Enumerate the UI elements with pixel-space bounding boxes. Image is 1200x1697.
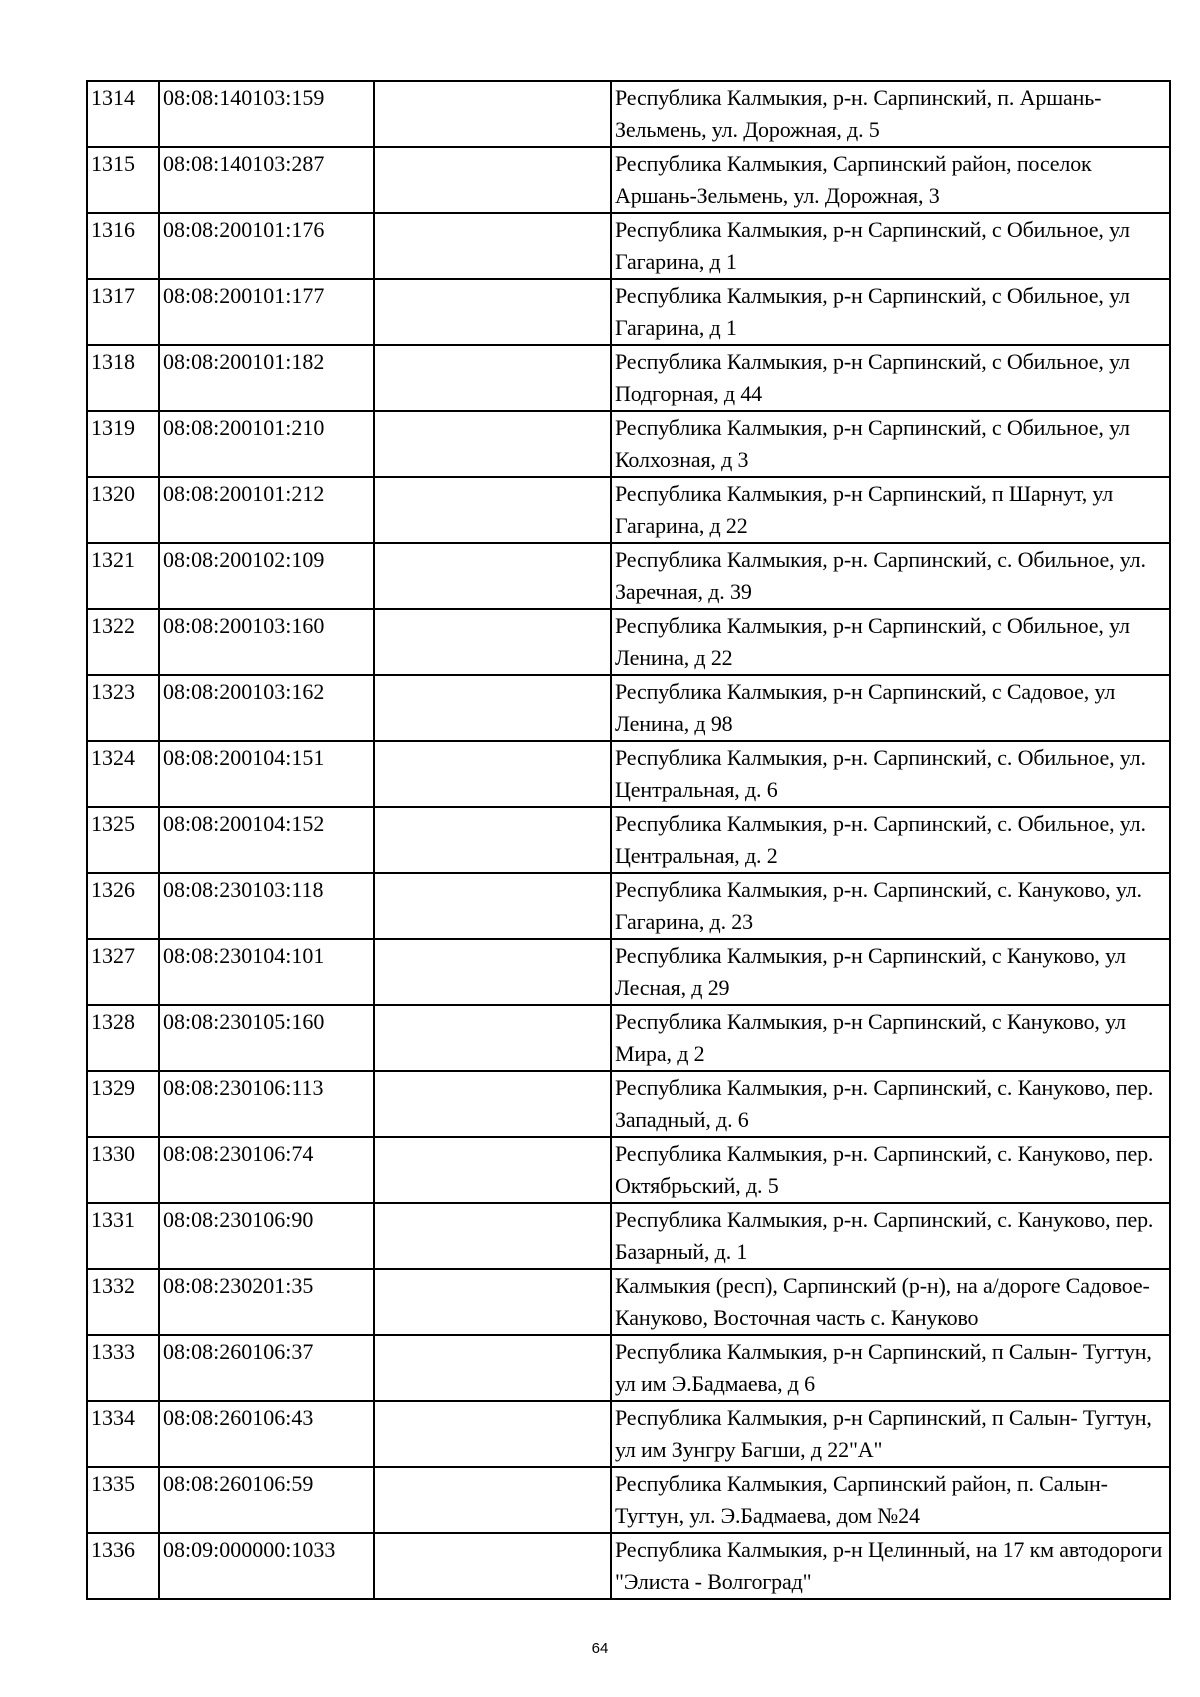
- address-cell: Республика Калмыкия, р-н Сарпинский, с Кануково, ул Лесная, д 29: [611, 939, 1170, 1005]
- table-row: [87, 1269, 1170, 1335]
- empty-cell: [374, 345, 611, 411]
- cadastral-number-cell: 08:08:230105:160: [159, 1005, 374, 1071]
- row-number-cell: 1335: [87, 1467, 159, 1533]
- row-number-cell: 1318: [87, 345, 159, 411]
- table-row: [87, 741, 1170, 807]
- row-number-cell: 1328: [87, 1005, 159, 1071]
- address-cell: Республика Калмыкия, Сарпинский район, поселок Аршань-Зельмень, ул. Дорожная, 3: [611, 147, 1170, 213]
- address-cell: Республика Калмыкия, р-н Целинный, на 17 км автодороги "Элиста - Волгоград": [611, 1533, 1170, 1599]
- page-number: 64: [591, 1640, 609, 1657]
- table-row: [87, 213, 1170, 279]
- row-number-cell: 1316: [87, 213, 159, 279]
- cadastral-number-cell: 08:08:260106:59: [159, 1467, 374, 1533]
- cadastral-number-cell: 08:08:260106:37: [159, 1335, 374, 1401]
- cadastral-number-cell: 08:08:200101:176: [159, 213, 374, 279]
- table-row: [87, 1203, 1170, 1269]
- address-cell: Республика Калмыкия, р-н Сарпинский, п Салын- Тугтун, ул им Э.Бадмаева, д 6: [611, 1335, 1170, 1401]
- address-cell: Республика Калмыкия, р-н. Сарпинский, с. Кануково, ул. Гагарина, д. 23: [611, 873, 1170, 939]
- table-row: [87, 939, 1170, 1005]
- empty-cell: [374, 1005, 611, 1071]
- cadastral-number-cell: 08:08:200103:162: [159, 675, 374, 741]
- table-row: [87, 1071, 1170, 1137]
- address-cell: Республика Калмыкия, р-н Сарпинский, п Шарнут, ул Гагарина, д 22: [611, 477, 1170, 543]
- empty-cell: [374, 1401, 611, 1467]
- cadastral-number-cell: 08:08:200104:151: [159, 741, 374, 807]
- cadastral-number-cell: 08:08:230104:101: [159, 939, 374, 1005]
- cadastral-number-cell: 08:08:230106:74: [159, 1137, 374, 1203]
- table-row: [87, 411, 1170, 477]
- address-cell: Республика Калмыкия, р-н. Сарпинский, с. Обильное, ул. Центральная, д. 6: [611, 741, 1170, 807]
- row-number-cell: 1329: [87, 1071, 159, 1137]
- row-number-cell: 1323: [87, 675, 159, 741]
- row-number-cell: 1327: [87, 939, 159, 1005]
- empty-cell: [374, 543, 611, 609]
- cadastral-number-cell: 08:08:200101:210: [159, 411, 374, 477]
- address-cell: Республика Калмыкия, Сарпинский район, п. Салын-Тугтун, ул. Э.Бадмаева, дом №24: [611, 1467, 1170, 1533]
- row-number-cell: 1334: [87, 1401, 159, 1467]
- empty-cell: [374, 609, 611, 675]
- cadastral-number-cell: 08:08:140103:159: [159, 81, 374, 147]
- table-row: [87, 477, 1170, 543]
- address-cell: Республика Калмыкия, р-н Сарпинский, с Садовое, ул Ленина, д 98: [611, 675, 1170, 741]
- cadastral-number-cell: 08:08:260106:43: [159, 1401, 374, 1467]
- row-number-cell: 1315: [87, 147, 159, 213]
- row-number-cell: 1336: [87, 1533, 159, 1599]
- empty-cell: [374, 939, 611, 1005]
- row-number-cell: 1332: [87, 1269, 159, 1335]
- cadastral-number-cell: 08:08:200104:152: [159, 807, 374, 873]
- empty-cell: [374, 1137, 611, 1203]
- cadastral-number-cell: 08:08:200103:160: [159, 609, 374, 675]
- empty-cell: [374, 213, 611, 279]
- row-number-cell: 1324: [87, 741, 159, 807]
- row-number-cell: 1333: [87, 1335, 159, 1401]
- cadastral-number-cell: 08:08:140103:287: [159, 147, 374, 213]
- cadastral-number-cell: 08:08:200101:177: [159, 279, 374, 345]
- address-cell: Республика Калмыкия, р-н. Сарпинский, с. Кануково, пер. Западный, д. 6: [611, 1071, 1170, 1137]
- empty-cell: [374, 1071, 611, 1137]
- empty-cell: [374, 741, 611, 807]
- table-row: [87, 81, 1170, 147]
- address-cell: Калмыкия (респ), Сарпинский (р-н), на а/дороге Садовое-Кануково, Восточная часть с. Кануково: [611, 1269, 1170, 1335]
- cadastral-number-cell: 08:08:200102:109: [159, 543, 374, 609]
- table-row: [87, 807, 1170, 873]
- empty-cell: [374, 1335, 611, 1401]
- address-cell: Республика Калмыкия, р-н Сарпинский, с Обильное, ул Гагарина, д 1: [611, 279, 1170, 345]
- table-row: [87, 609, 1170, 675]
- table-row: [87, 1467, 1170, 1533]
- row-number-cell: 1321: [87, 543, 159, 609]
- row-number-cell: 1320: [87, 477, 159, 543]
- table-row: [87, 147, 1170, 213]
- empty-cell: [374, 1203, 611, 1269]
- address-cell: Республика Калмыкия, р-н. Сарпинский, с. Обильное, ул. Заречная, д. 39: [611, 543, 1170, 609]
- table-row: [87, 1401, 1170, 1467]
- address-cell: Республика Калмыкия, р-н Сарпинский, с Обильное, ул Ленина, д 22: [611, 609, 1170, 675]
- row-number-cell: 1322: [87, 609, 159, 675]
- cadastral-number-cell: 08:08:230106:113: [159, 1071, 374, 1137]
- empty-cell: [374, 411, 611, 477]
- row-number-cell: 1319: [87, 411, 159, 477]
- row-number-cell: 1331: [87, 1203, 159, 1269]
- cadastral-number-cell: 08:08:230201:35: [159, 1269, 374, 1335]
- cadastral-number-cell: 08:08:200101:212: [159, 477, 374, 543]
- empty-cell: [374, 1269, 611, 1335]
- address-cell: Республика Калмыкия, р-н. Сарпинский, с. Кануково, пер. Базарный, д. 1: [611, 1203, 1170, 1269]
- address-cell: Республика Калмыкия, р-н Сарпинский, п Салын- Тугтун, ул им Зунгру Багши, д 22"А": [611, 1401, 1170, 1467]
- table-row: [87, 543, 1170, 609]
- row-number-cell: 1317: [87, 279, 159, 345]
- table-row: [87, 279, 1170, 345]
- address-cell: Республика Калмыкия, р-н Сарпинский, с Обильное, ул Подгорная, д 44: [611, 345, 1170, 411]
- empty-cell: [374, 1533, 611, 1599]
- address-cell: Республика Калмыкия, р-н Сарпинский, с Обильное, ул Гагарина, д 1: [611, 213, 1170, 279]
- row-number-cell: 1314: [87, 81, 159, 147]
- table-row: [87, 1335, 1170, 1401]
- address-cell: Республика Калмыкия, р-н Сарпинский, с Обильное, ул Колхозная, д 3: [611, 411, 1170, 477]
- empty-cell: [374, 477, 611, 543]
- address-cell: Республика Калмыкия, р-н. Сарпинский, с. Обильное, ул. Центральная, д. 2: [611, 807, 1170, 873]
- cadastral-number-cell: 08:09:000000:1033: [159, 1533, 374, 1599]
- table-row: [87, 345, 1170, 411]
- table-row: [87, 1005, 1170, 1071]
- empty-cell: [374, 81, 611, 147]
- cadastral-number-cell: 08:08:230106:90: [159, 1203, 374, 1269]
- cadastral-number-cell: 08:08:200101:182: [159, 345, 374, 411]
- table-row: [87, 1533, 1170, 1599]
- row-number-cell: 1325: [87, 807, 159, 873]
- table-row: [87, 873, 1170, 939]
- address-cell: Республика Калмыкия, р-н. Сарпинский, п. Аршань-Зельмень, ул. Дорожная, д. 5: [611, 81, 1170, 147]
- empty-cell: [374, 1467, 611, 1533]
- cadastral-number-cell: 08:08:230103:118: [159, 873, 374, 939]
- table-row: [87, 675, 1170, 741]
- empty-cell: [374, 675, 611, 741]
- empty-cell: [374, 279, 611, 345]
- address-cell: Республика Калмыкия, р-н Сарпинский, с Кануково, ул Мира, д 2: [611, 1005, 1170, 1071]
- row-number-cell: 1330: [87, 1137, 159, 1203]
- table-row: [87, 1137, 1170, 1203]
- empty-cell: [374, 807, 611, 873]
- address-cell: Республика Калмыкия, р-н. Сарпинский, с. Кануково, пер. Октябрьский, д. 5: [611, 1137, 1170, 1203]
- property-registry-table: [86, 80, 1171, 1600]
- row-number-cell: 1326: [87, 873, 159, 939]
- empty-cell: [374, 147, 611, 213]
- empty-cell: [374, 873, 611, 939]
